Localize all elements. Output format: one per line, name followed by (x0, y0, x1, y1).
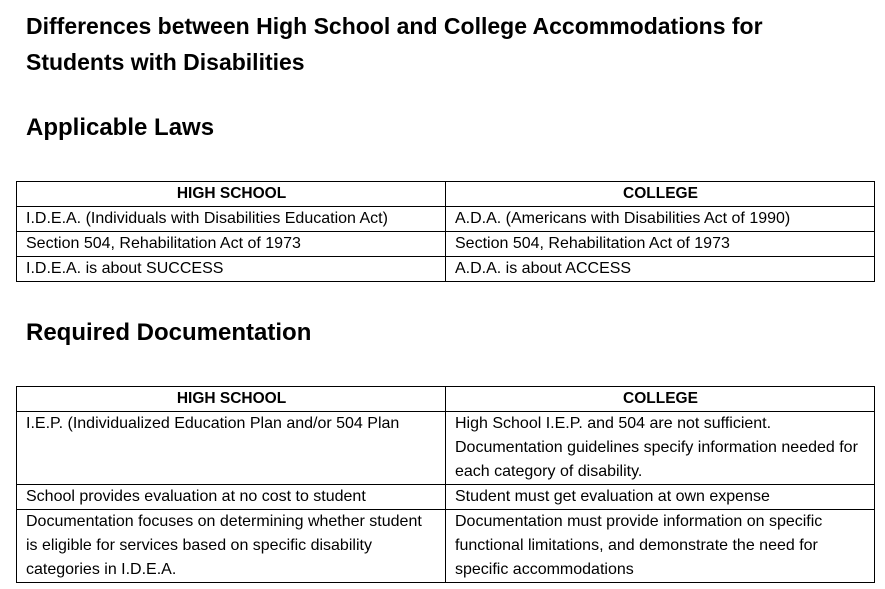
table-cell-college: A.D.A. (Americans with Disabilities Act of 1990) (446, 207, 875, 232)
table-row (17, 207, 875, 232)
section-heading-required-documentation: Required Documentation (26, 319, 312, 346)
required-documentation-table (16, 386, 875, 583)
table-cell-high-school: Section 504, Rehabilitation Act of 1973 (17, 232, 446, 257)
table-header-row (17, 387, 875, 412)
table-cell-college: Section 504, Rehabilitation Act of 1973 (446, 232, 875, 257)
table-row (17, 510, 875, 583)
column-header-high-school: HIGH SCHOOL (17, 387, 446, 412)
table-cell-high-school: I.D.E.A. (Individuals with Disabilities Education Act) (17, 207, 446, 232)
table-cell-high-school: School provides evaluation at no cost to student (17, 485, 446, 510)
table-header-row (17, 182, 875, 207)
table-row (17, 485, 875, 510)
column-header-college: COLLEGE (446, 182, 875, 207)
table-cell-high-school: I.D.E.A. is about SUCCESS (17, 257, 446, 282)
table-cell-college: High School I.E.P. and 504 are not sufficient. Documentation guidelines specify information needed for each category of disability. (446, 412, 875, 485)
table-cell-high-school: I.E.P. (Individualized Education Plan and/or 504 Plan (17, 412, 446, 485)
table-cell-college: Documentation must provide information on specific functional limitations, and demonstrate the need for specific accommodations (446, 510, 875, 583)
table-row (17, 257, 875, 282)
table-cell-college: Student must get evaluation at own expense (446, 485, 875, 510)
section-heading-applicable-laws: Applicable Laws (26, 114, 215, 141)
table-cell-high-school: Documentation focuses on determining whether student is eligible for services based on specific disability categories in I.D.E.A. (17, 510, 446, 583)
table-row (17, 232, 875, 257)
column-header-high-school: HIGH SCHOOL (17, 182, 446, 207)
document-title: Differences between High School and College Accommodations for Students with Disabilities (26, 13, 763, 75)
applicable-laws-table (16, 181, 875, 282)
table-row (17, 412, 875, 485)
column-header-college: COLLEGE (446, 387, 875, 412)
table-cell-college: A.D.A. is about ACCESS (446, 257, 875, 282)
